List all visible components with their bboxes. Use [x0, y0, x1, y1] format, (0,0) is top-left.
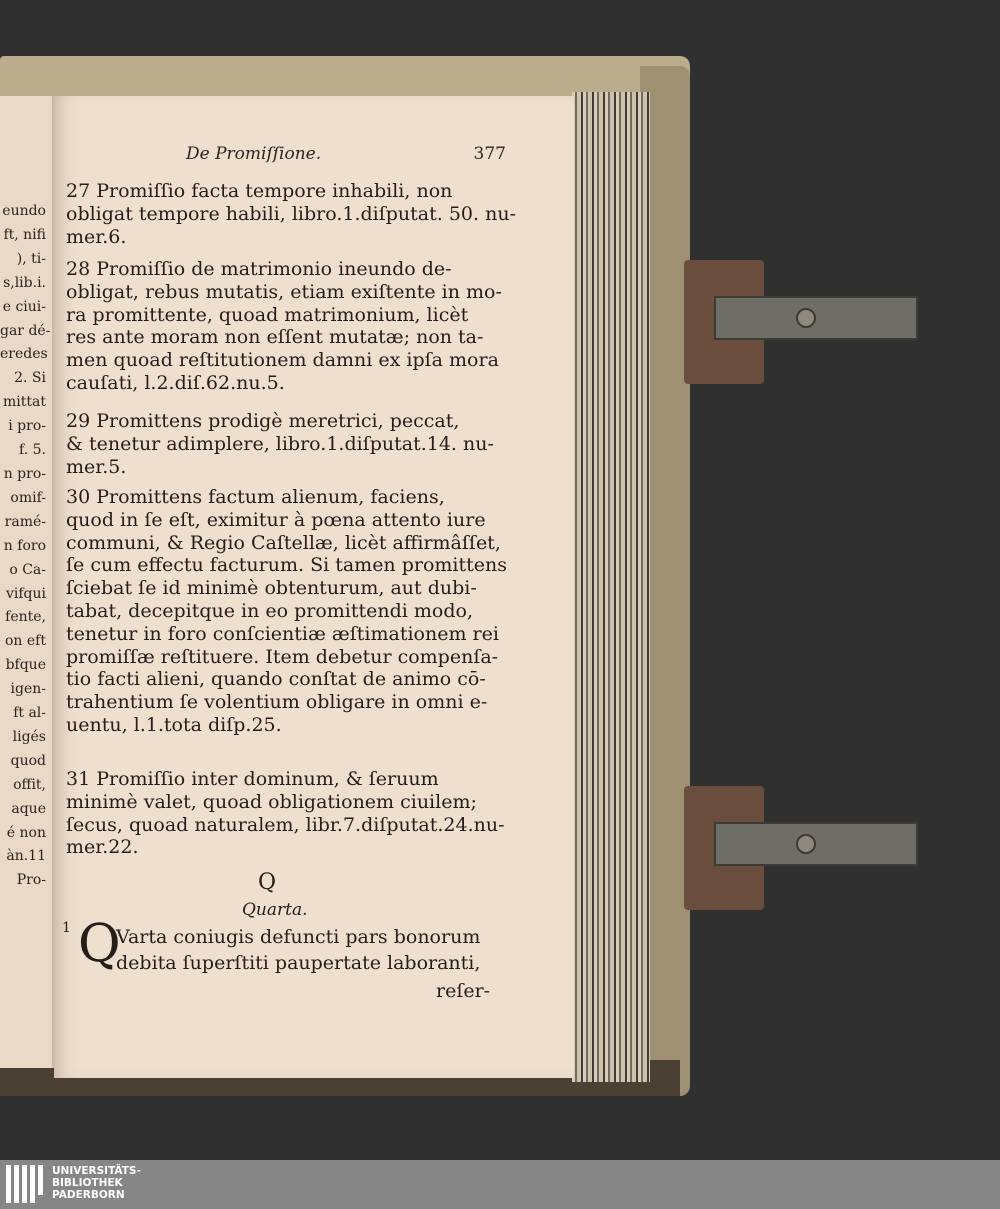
- logo-line: UNIVERSITÄTS-: [52, 1165, 141, 1177]
- cover-top-edge: [0, 56, 690, 96]
- entry-line: res ante moram non eſſent mutatæ; non ta-: [66, 326, 484, 349]
- left-fragment-line: eredes: [0, 346, 48, 363]
- left-fragment-line: quod: [10, 752, 46, 769]
- index-entry: [66, 768, 506, 859]
- entry-line: uentu, l.1.tota diſp.25.: [66, 713, 282, 736]
- entry-line: obligat, rebus mutatis, etiam exiſtente in mo-: [66, 280, 502, 303]
- left-fragment-line: on eft: [5, 633, 46, 650]
- left-fragment-line: bfque: [5, 657, 46, 674]
- entry-line: trahentium ſe volentium obligare in omni e-: [66, 691, 488, 714]
- section-letter: Q: [258, 870, 277, 895]
- entry-line: ſciebat ſe id minimè obtenturum, aut dubi-: [66, 577, 477, 600]
- clasp-plate: [714, 296, 918, 340]
- entry-line: mer.5.: [66, 455, 127, 478]
- entry-line: tenetur in foro conſcientiæ æſtimationem rei: [66, 622, 499, 645]
- logo-line: BIBLIOTHEK: [52, 1177, 123, 1189]
- left-fragment-line: ramé-: [4, 513, 46, 530]
- header-title: De Promiſſione.: [186, 144, 322, 164]
- entry-line: men quoad reſtitutionem damni ex ipſa mora: [66, 349, 499, 372]
- left-fragment-line: offit,: [13, 776, 46, 793]
- entry-line: communi, & Regio Caſtellæ, licèt affirmâſſet,: [66, 531, 501, 554]
- entry-line: 31 Promiſſio inter dominum, & ſeruum: [66, 768, 439, 790]
- index-entry: [66, 410, 506, 478]
- left-fragment-line: àn.11: [6, 848, 46, 865]
- left-fragment-line: mittat: [3, 394, 46, 411]
- left-fragment-line: fente,: [5, 609, 46, 626]
- left-fragment-line: omif-: [10, 489, 46, 506]
- entry-line: 28 Promiſſio de matrimonio ineundo de-: [66, 258, 452, 280]
- catchword: reſer-: [436, 980, 491, 1002]
- left-fragment-line: é non: [6, 824, 46, 841]
- index-entry: [66, 486, 506, 737]
- left-fragment-line: 2. Si: [14, 370, 46, 387]
- index-entry: [66, 180, 516, 248]
- left-page-text-fragments: [0, 200, 52, 893]
- index-entry: [66, 258, 506, 395]
- entry-line: 27 Promiſſio facta tempore inhabili, non: [66, 180, 453, 202]
- left-fragment-line: n foro: [3, 537, 46, 554]
- entry-line: ſecus, quoad naturalem, libr.7.diſputat.24.nu-: [66, 813, 505, 836]
- clasp-rivet: [796, 308, 816, 328]
- entry-line: ra promittente, quoad matrimonium, licèt: [66, 303, 469, 326]
- clasp-plate: [714, 822, 918, 866]
- left-fragment-line: aque: [11, 800, 46, 817]
- entry-line: ſe cum effectu facturum. Si tamen promittens: [66, 554, 507, 577]
- entry-line: 30 Promittens factum alienum, faciens,: [66, 486, 445, 508]
- running-header: [186, 144, 506, 164]
- left-fragment-line: igen-: [10, 681, 46, 698]
- library-logo-text: [52, 1165, 141, 1201]
- entry-line: tabat, decepitque in eo promittendi modo,: [66, 599, 473, 622]
- entry-line: 29 Promittens prodigè meretrici, peccat,: [66, 410, 460, 432]
- left-fragment-line: o Ca-: [9, 561, 46, 578]
- section-title: Quarta.: [242, 900, 308, 920]
- page-edges: [572, 92, 650, 1082]
- entry-line: obligat tempore habili, libro.1.diſputat. 50. nu-: [66, 202, 516, 225]
- left-fragment-line: ligés: [12, 728, 46, 745]
- left-fragment-line: i pro-: [8, 418, 46, 435]
- margin-number: 1: [62, 920, 71, 936]
- left-fragment-line: Pro-: [16, 872, 46, 889]
- page-number: 377: [473, 144, 506, 164]
- entry-line: tio facti alieni, quando conſtat de animo cō-: [66, 668, 486, 691]
- left-fragment-line: n pro-: [3, 465, 46, 482]
- left-fragment-line: ), ti-: [16, 250, 46, 267]
- clasp-rivet: [796, 834, 816, 854]
- left-fragment-line: ft al-: [13, 705, 46, 722]
- section-line: debita ſuperſtiti paupertate laboranti,: [116, 952, 481, 974]
- drop-cap: Q: [78, 914, 121, 974]
- entry-line: promiſſæ reſtituere. Item debetur compenſa-: [66, 645, 499, 668]
- entry-line: quod in ſe eſt, eximitur à pœna attento iure: [66, 508, 486, 531]
- left-fragment-line: ft, nifi: [3, 226, 46, 243]
- library-logo-icon: [6, 1165, 46, 1203]
- left-fragment-line: e ciui-: [2, 298, 46, 315]
- entry-line: & tenetur adimplere, libro.1.diſputat.14. nu-: [66, 432, 494, 455]
- entry-line: mer.22.: [66, 836, 139, 859]
- entry-line: cauſati, l.2.diſ.62.nu.5.: [66, 371, 285, 394]
- left-fragment-line: vifqui: [5, 585, 46, 602]
- left-fragment-line: f. 5.: [19, 442, 46, 459]
- section-line: Varta coniugis defuncti pars bonorum: [116, 926, 481, 948]
- footer-bar: [0, 1160, 1000, 1209]
- left-fragment-line: gar dé-: [0, 322, 51, 339]
- logo-line: PADERBORN: [52, 1189, 125, 1201]
- left-fragment-line: eundo: [2, 203, 46, 219]
- left-fragment-line: s,lib.i.: [3, 274, 46, 291]
- entry-line: minimè valet, quoad obligationem ciuilem;: [66, 790, 477, 813]
- entry-line: mer.6.: [66, 225, 127, 248]
